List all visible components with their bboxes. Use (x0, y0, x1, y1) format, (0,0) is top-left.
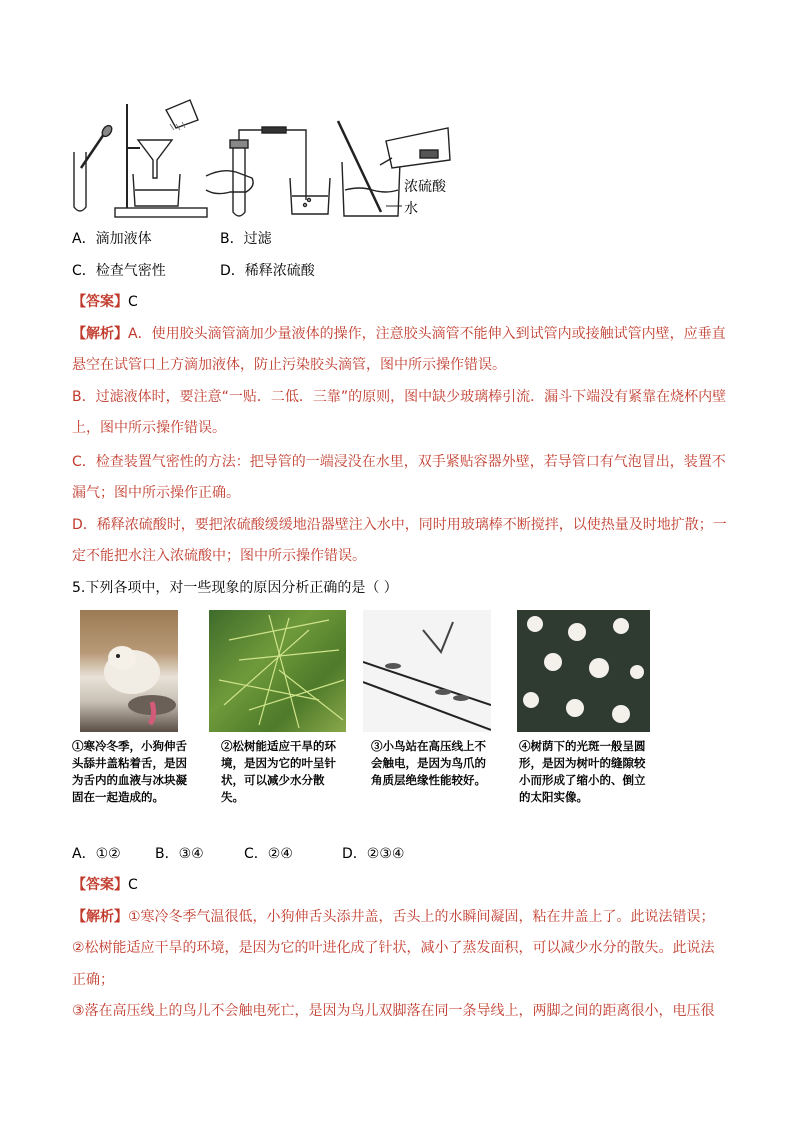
q4-option-a: A．滴加液体 (72, 231, 152, 247)
q4-analysis-c-line1: C．检查装置气密性的方法：把导管的一端浸没在水里，双手紧贴容器外壁，若导管口有气泡冒出，装置不 (72, 454, 726, 470)
q5-option-b: B．③④ (155, 846, 204, 862)
birds-on-power-line-photo (363, 610, 491, 732)
q4-analysis-c-line2: 漏气；图中所示操作正确。 (72, 485, 240, 501)
water-pointer-line (0, 0, 794, 230)
dog-licking-manhole-photo (80, 610, 178, 732)
q4-analysis-a-line2: 悬空在试管口上方滴加液体，防止污染胶头滴管，图中所示操作错误。 (72, 357, 506, 373)
q5-option-d: D．②③④ (342, 846, 405, 862)
q4-option-d: D．稀释浓硫酸 (220, 263, 315, 279)
analysis-text: A．使用胶头滴管滴加少量液体的操作，注意胶头滴管不能伸入到试管内或接触试管内壁，应垂直 (128, 326, 726, 342)
answer-tag: 【答案】 (72, 294, 128, 310)
q5-analysis-line2: ②松树能适应干旱的环境，是因为它的叶进化成了针状，减小了蒸发面积，可以减少水分的散失。此说法 (72, 940, 715, 956)
caption-2: ②松树能适应干旱的环境，是因为它的叶呈针状，可以减少水分散失。 (221, 739, 336, 804)
analysis-text: ①寒冷冬季气温很低，小狗伸舌头添井盖，舌头上的水瞬间凝固，粘在井盖上了。此说法错误； (128, 909, 715, 925)
answer-value: C (128, 294, 138, 310)
q4-option-b: B．过滤 (220, 231, 272, 247)
q4-analysis-b-line2: 上，图中所示操作错误。 (72, 420, 226, 436)
q5-analysis-line4: ③落在高压线上的鸟儿不会触电死亡，是因为鸟儿双脚落在同一条导线上，两脚之间的距离很小，电压很 (72, 1003, 715, 1019)
caption-1: ①寒冷冬季，小狗伸舌头舔井盖粘着舌，是因为舌内的血液与冰块凝固在一起造成的。 (72, 739, 187, 804)
caption-3: ③小鸟站在高压线上不会触电，是因为鸟爪的角质层绝缘性能较好。 (371, 739, 486, 787)
q5-analysis-line1 (72, 907, 715, 927)
q4-option-c: C．检查气密性 (72, 263, 166, 279)
water-label: 水 (404, 201, 418, 217)
q4-analysis-d-line1: D．稀释浓硫酸时，要把浓硫酸缓缓地沿器壁注入水中，同时用玻璃棒不断搅拌，以使热量及时地扩散；一 (72, 517, 727, 533)
answer-tag: 【答案】 (72, 877, 128, 893)
q4-analysis-a-line1 (72, 324, 726, 344)
q5-analysis-line3: 正确； (72, 972, 114, 988)
acid-label: 浓硫酸 (404, 179, 446, 195)
analysis-tag: 【解析】 (72, 909, 128, 925)
q4-analysis-d-line2: 定不能把水注入浓硫酸中；图中所示操作错误。 (72, 548, 366, 564)
q4-answer (72, 292, 138, 312)
q5-answer (72, 875, 138, 895)
q5-option-c: C．②④ (244, 846, 293, 862)
q4-analysis-b-line1: B．过滤液体时，要注意“一贴．二低．三靠”的原则，图中缺少玻璃棒引流．漏斗下端没有紧靠在烧杯内壁 (72, 389, 727, 405)
light-spots-under-tree-photo (517, 610, 650, 732)
analysis-tag: 【解析】 (72, 326, 128, 342)
q5-option-a: A．①② (72, 846, 121, 862)
answer-value: C (128, 877, 138, 893)
q5-stem: 5.下列各项中，对一些现象的原因分析正确的是（ ） (72, 580, 398, 596)
caption-4: ④树荫下的光斑一般呈圆形，是因为树叶的缝隙较小而形成了缩小的、倒立的太阳实像。 (519, 739, 646, 804)
pine-needles-photo (209, 610, 346, 732)
